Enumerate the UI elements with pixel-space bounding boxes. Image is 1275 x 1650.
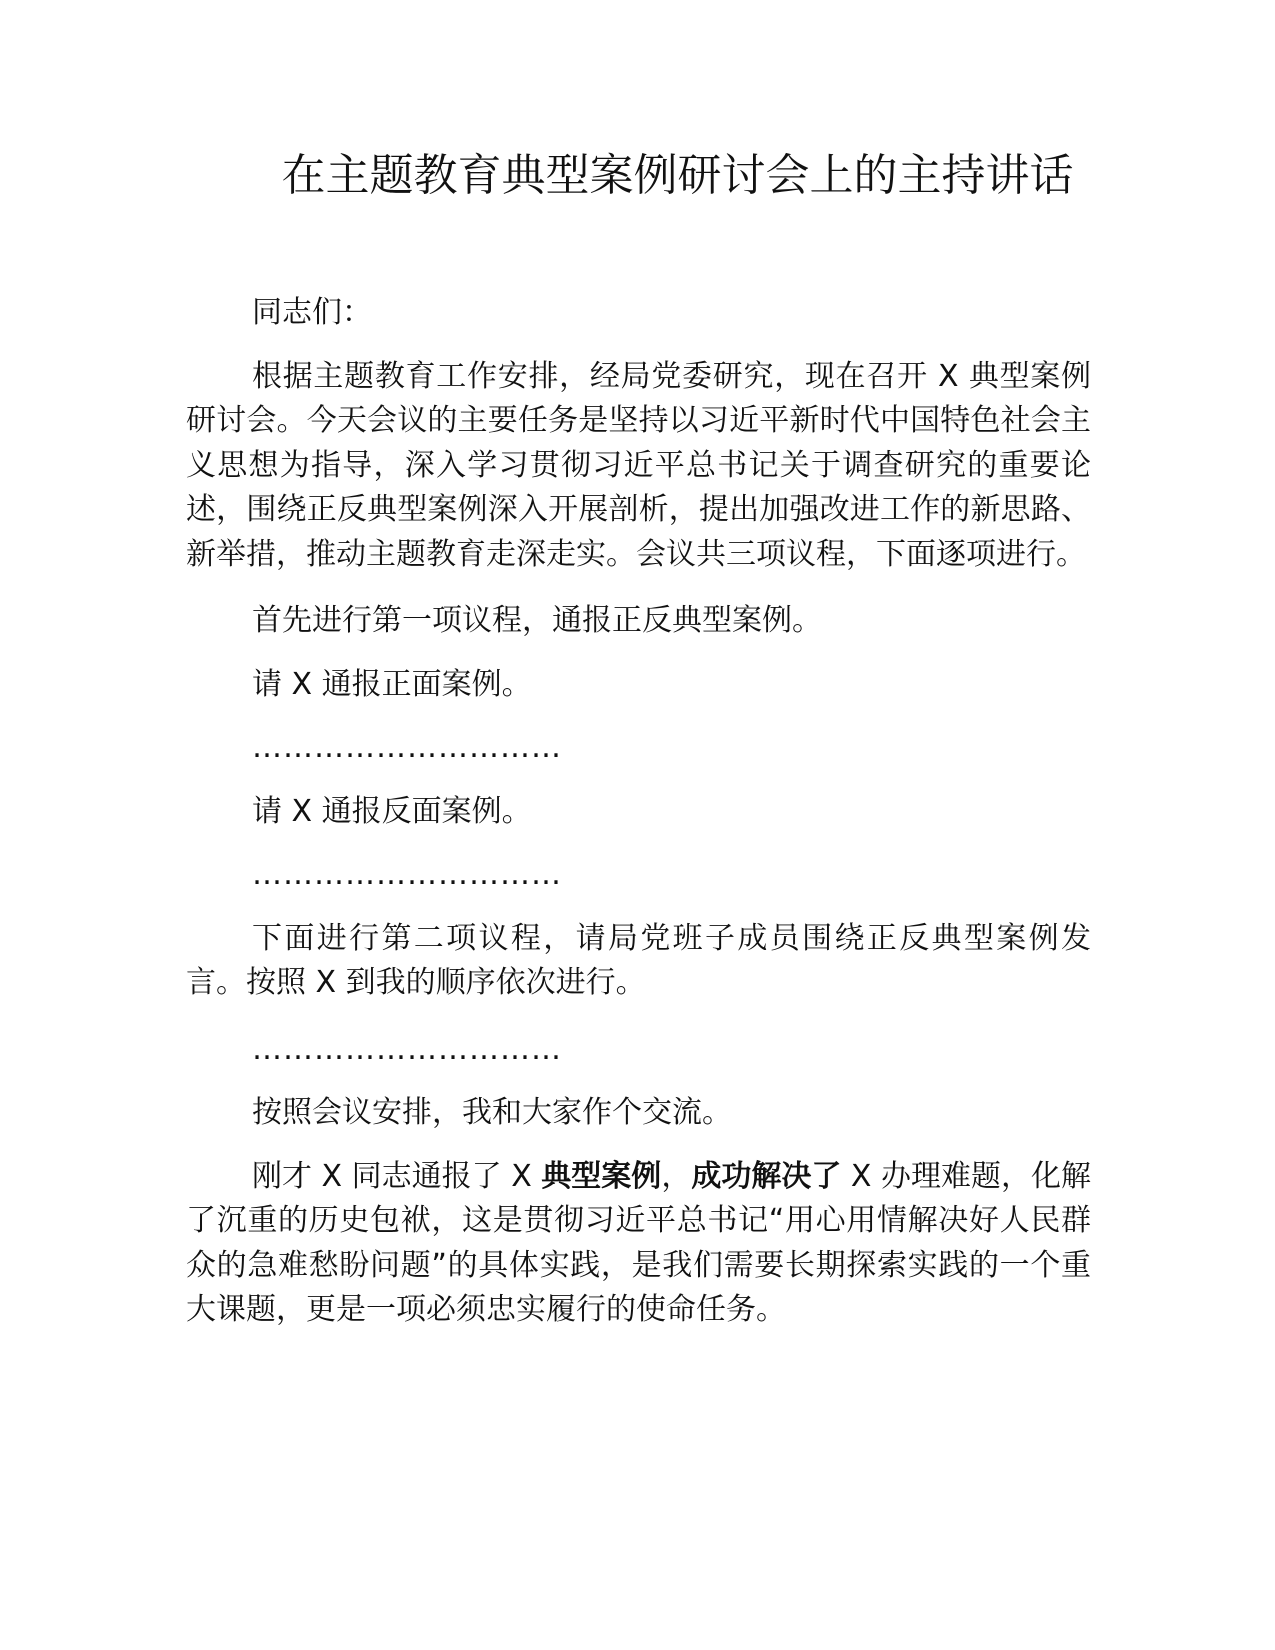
- paragraph-exchange: 按照会议安排，我和大家作个交流。: [252, 1095, 732, 1130]
- comment-text: ，: [661, 1158, 692, 1194]
- ellipsis-line: …………………………: [252, 730, 562, 765]
- comment-bold-text: 成功解决了: [691, 1158, 842, 1194]
- paragraph-negative-case: 请 X 通报反面案例。: [252, 793, 532, 829]
- paragraph-agenda-two: 下面进行第二项议程，请局党班子成员围绕正反典型案例发言。按照 X 到我的顺序依次进行。: [186, 920, 1091, 1000]
- paragraph-comment: [186, 1155, 1091, 1333]
- comment-text: 刚才 X 同志通报了 X: [252, 1158, 542, 1194]
- document-title: 在主题教育典型案例研讨会上的主持讲话: [281, 150, 1074, 201]
- paragraph-positive-case: 请 X 通报正面案例。: [252, 666, 532, 702]
- ellipsis-line: …………………………: [252, 1031, 562, 1067]
- salutation: 同志们：: [252, 295, 372, 330]
- comment-text: X 办理难题，化解了沉重的历史包袱，这是贯彻习近平总书记“用心用情解决好人民群众的急难愁盼问题”的具体实践，是我们需要长期探索实践的一个重大课题，更是一项必须忠实履行的使命任务。: [186, 1158, 1092, 1327]
- paragraph-agenda-one: 首先进行第一项议程，通报正反典型案例。: [252, 603, 822, 638]
- paragraph-opening: 根据主题教育工作安排，经局党委研究，现在召开 X 典型案例研讨会。今天会议的主要任务是坚持以习近平新时代中国特色社会主义思想为指导，深入学习贯彻习近平总书记关于调查研究的重要论述，围绕正反典型案例深入开展剖析，提出加强改进工作的新思路、新举措，推动主题教育走深走实。会议共三项议程，下面逐项进行。: [186, 358, 1091, 572]
- comment-bold-text: 典型案例: [541, 1158, 662, 1194]
- document-body: [186, 291, 1091, 1352]
- ellipsis-line: …………………………: [252, 857, 562, 892]
